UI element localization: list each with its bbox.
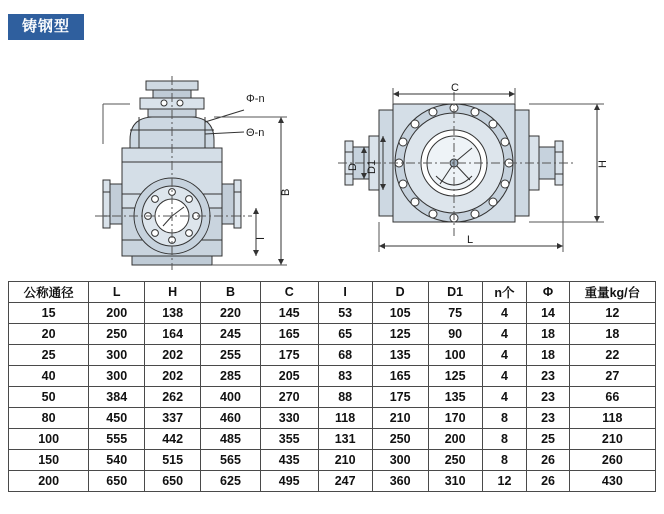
table-row [9,408,656,429]
cell-I: 68 [318,345,372,366]
cell-D: 165 [372,366,428,387]
cell-phi: 26 [527,471,569,492]
cell-L: 200 [89,303,145,324]
cell-n: 8 [482,450,527,471]
cell-n: 8 [482,429,527,450]
label-L: L [467,234,474,246]
label-B: B [280,188,292,196]
label-I: I [255,236,267,240]
cell-L: 540 [89,450,145,471]
cell-C: 145 [260,303,318,324]
table-body [9,303,656,492]
cell-phi: 14 [527,303,569,324]
page-title-label: 铸钢型 [22,18,71,35]
cell-B: 285 [201,366,261,387]
cell-n: 4 [482,345,527,366]
cell-D: 360 [372,471,428,492]
table-row [9,450,656,471]
cell-phi: 23 [527,387,569,408]
label-D1: D1 [366,159,378,174]
header-I: I [318,282,372,303]
cell-C: 175 [260,345,318,366]
cell-n: 4 [482,324,527,345]
cell-L: 555 [89,429,145,450]
cell-D: 175 [372,387,428,408]
cell-phi: 25 [527,429,569,450]
cell-weight: 18 [569,324,655,345]
cell-weight: 22 [569,345,655,366]
header-H: H [145,282,201,303]
cell-C: 330 [260,408,318,429]
table-row [9,429,656,450]
cell-n: 12 [482,471,527,492]
cell-D: 300 [372,450,428,471]
cell-weight: 12 [569,303,655,324]
cell-L: 300 [89,366,145,387]
cell-D: 210 [372,408,428,429]
cell-D1: 90 [428,324,482,345]
cell-weight: 210 [569,429,655,450]
page-title-badge [8,14,84,40]
cell-I: 88 [318,387,372,408]
table-row [9,303,656,324]
cell-n: 4 [482,366,527,387]
cell-H: 164 [145,324,201,345]
cell-D1: 135 [428,387,482,408]
cell-B: 255 [201,345,261,366]
cell-C: 205 [260,366,318,387]
cell-weight: 27 [569,366,655,387]
cell-nominal-diameter: 100 [9,429,89,450]
header-B: B [201,282,261,303]
label-theta-n: Θ-n [246,127,265,139]
cell-phi: 23 [527,408,569,429]
cell-H: 650 [145,471,201,492]
cell-B: 485 [201,429,261,450]
cell-D: 135 [372,345,428,366]
cell-L: 384 [89,387,145,408]
cell-nominal-diameter: 25 [9,345,89,366]
cell-D: 250 [372,429,428,450]
cell-H: 202 [145,345,201,366]
cell-I: 247 [318,471,372,492]
cell-phi: 26 [527,450,569,471]
cell-D1: 310 [428,471,482,492]
cell-C: 355 [260,429,318,450]
header-D1: D1 [428,282,482,303]
header-phi: Φ [527,282,569,303]
cell-I: 210 [318,450,372,471]
cell-phi: 18 [527,324,569,345]
cell-I: 131 [318,429,372,450]
cell-I: 53 [318,303,372,324]
cell-weight: 66 [569,387,655,408]
label-H: H [597,160,609,168]
label-D: D [347,163,359,171]
header-C: C [260,282,318,303]
cell-I: 83 [318,366,372,387]
cell-B: 400 [201,387,261,408]
cell-phi: 23 [527,366,569,387]
header-weight: 重量kg/台 [569,282,655,303]
cell-D1: 200 [428,429,482,450]
cell-nominal-diameter: 200 [9,471,89,492]
table-row [9,366,656,387]
table-row [9,387,656,408]
label-C: C [451,82,459,94]
cell-nominal-diameter: 40 [9,366,89,387]
technical-drawing [0,44,664,272]
cell-H: 262 [145,387,201,408]
cell-C: 165 [260,324,318,345]
cell-L: 300 [89,345,145,366]
cell-phi: 18 [527,345,569,366]
cell-H: 515 [145,450,201,471]
cell-D: 105 [372,303,428,324]
cell-L: 450 [89,408,145,429]
cell-D1: 125 [428,366,482,387]
table-row [9,471,656,492]
cell-n: 4 [482,303,527,324]
table-header-row [9,282,656,303]
header-L: L [89,282,145,303]
cell-C: 270 [260,387,318,408]
cell-L: 250 [89,324,145,345]
cell-D1: 75 [428,303,482,324]
cell-H: 442 [145,429,201,450]
cell-B: 565 [201,450,261,471]
cell-nominal-diameter: 20 [9,324,89,345]
cell-nominal-diameter: 15 [9,303,89,324]
cell-H: 337 [145,408,201,429]
cell-nominal-diameter: 80 [9,408,89,429]
cell-B: 460 [201,408,261,429]
cell-weight: 118 [569,408,655,429]
cell-H: 138 [145,303,201,324]
cell-H: 202 [145,366,201,387]
cell-B: 625 [201,471,261,492]
cell-B: 220 [201,303,261,324]
cell-nominal-diameter: 150 [9,450,89,471]
cell-nominal-diameter: 50 [9,387,89,408]
cell-D1: 170 [428,408,482,429]
label-phi-n: Φ-n [246,93,265,105]
cell-C: 495 [260,471,318,492]
cell-C: 435 [260,450,318,471]
table-row [9,345,656,366]
cell-D1: 100 [428,345,482,366]
cell-n: 4 [482,387,527,408]
cell-weight: 430 [569,471,655,492]
cell-I: 65 [318,324,372,345]
cell-I: 118 [318,408,372,429]
specification-table [8,281,656,492]
cell-weight: 260 [569,450,655,471]
header-nominal-diameter: 公称通径 [9,282,89,303]
header-D: D [372,282,428,303]
cell-D1: 250 [428,450,482,471]
cell-L: 650 [89,471,145,492]
table-row [9,324,656,345]
header-n: n个 [482,282,527,303]
cell-D: 125 [372,324,428,345]
cell-B: 245 [201,324,261,345]
cell-n: 8 [482,408,527,429]
